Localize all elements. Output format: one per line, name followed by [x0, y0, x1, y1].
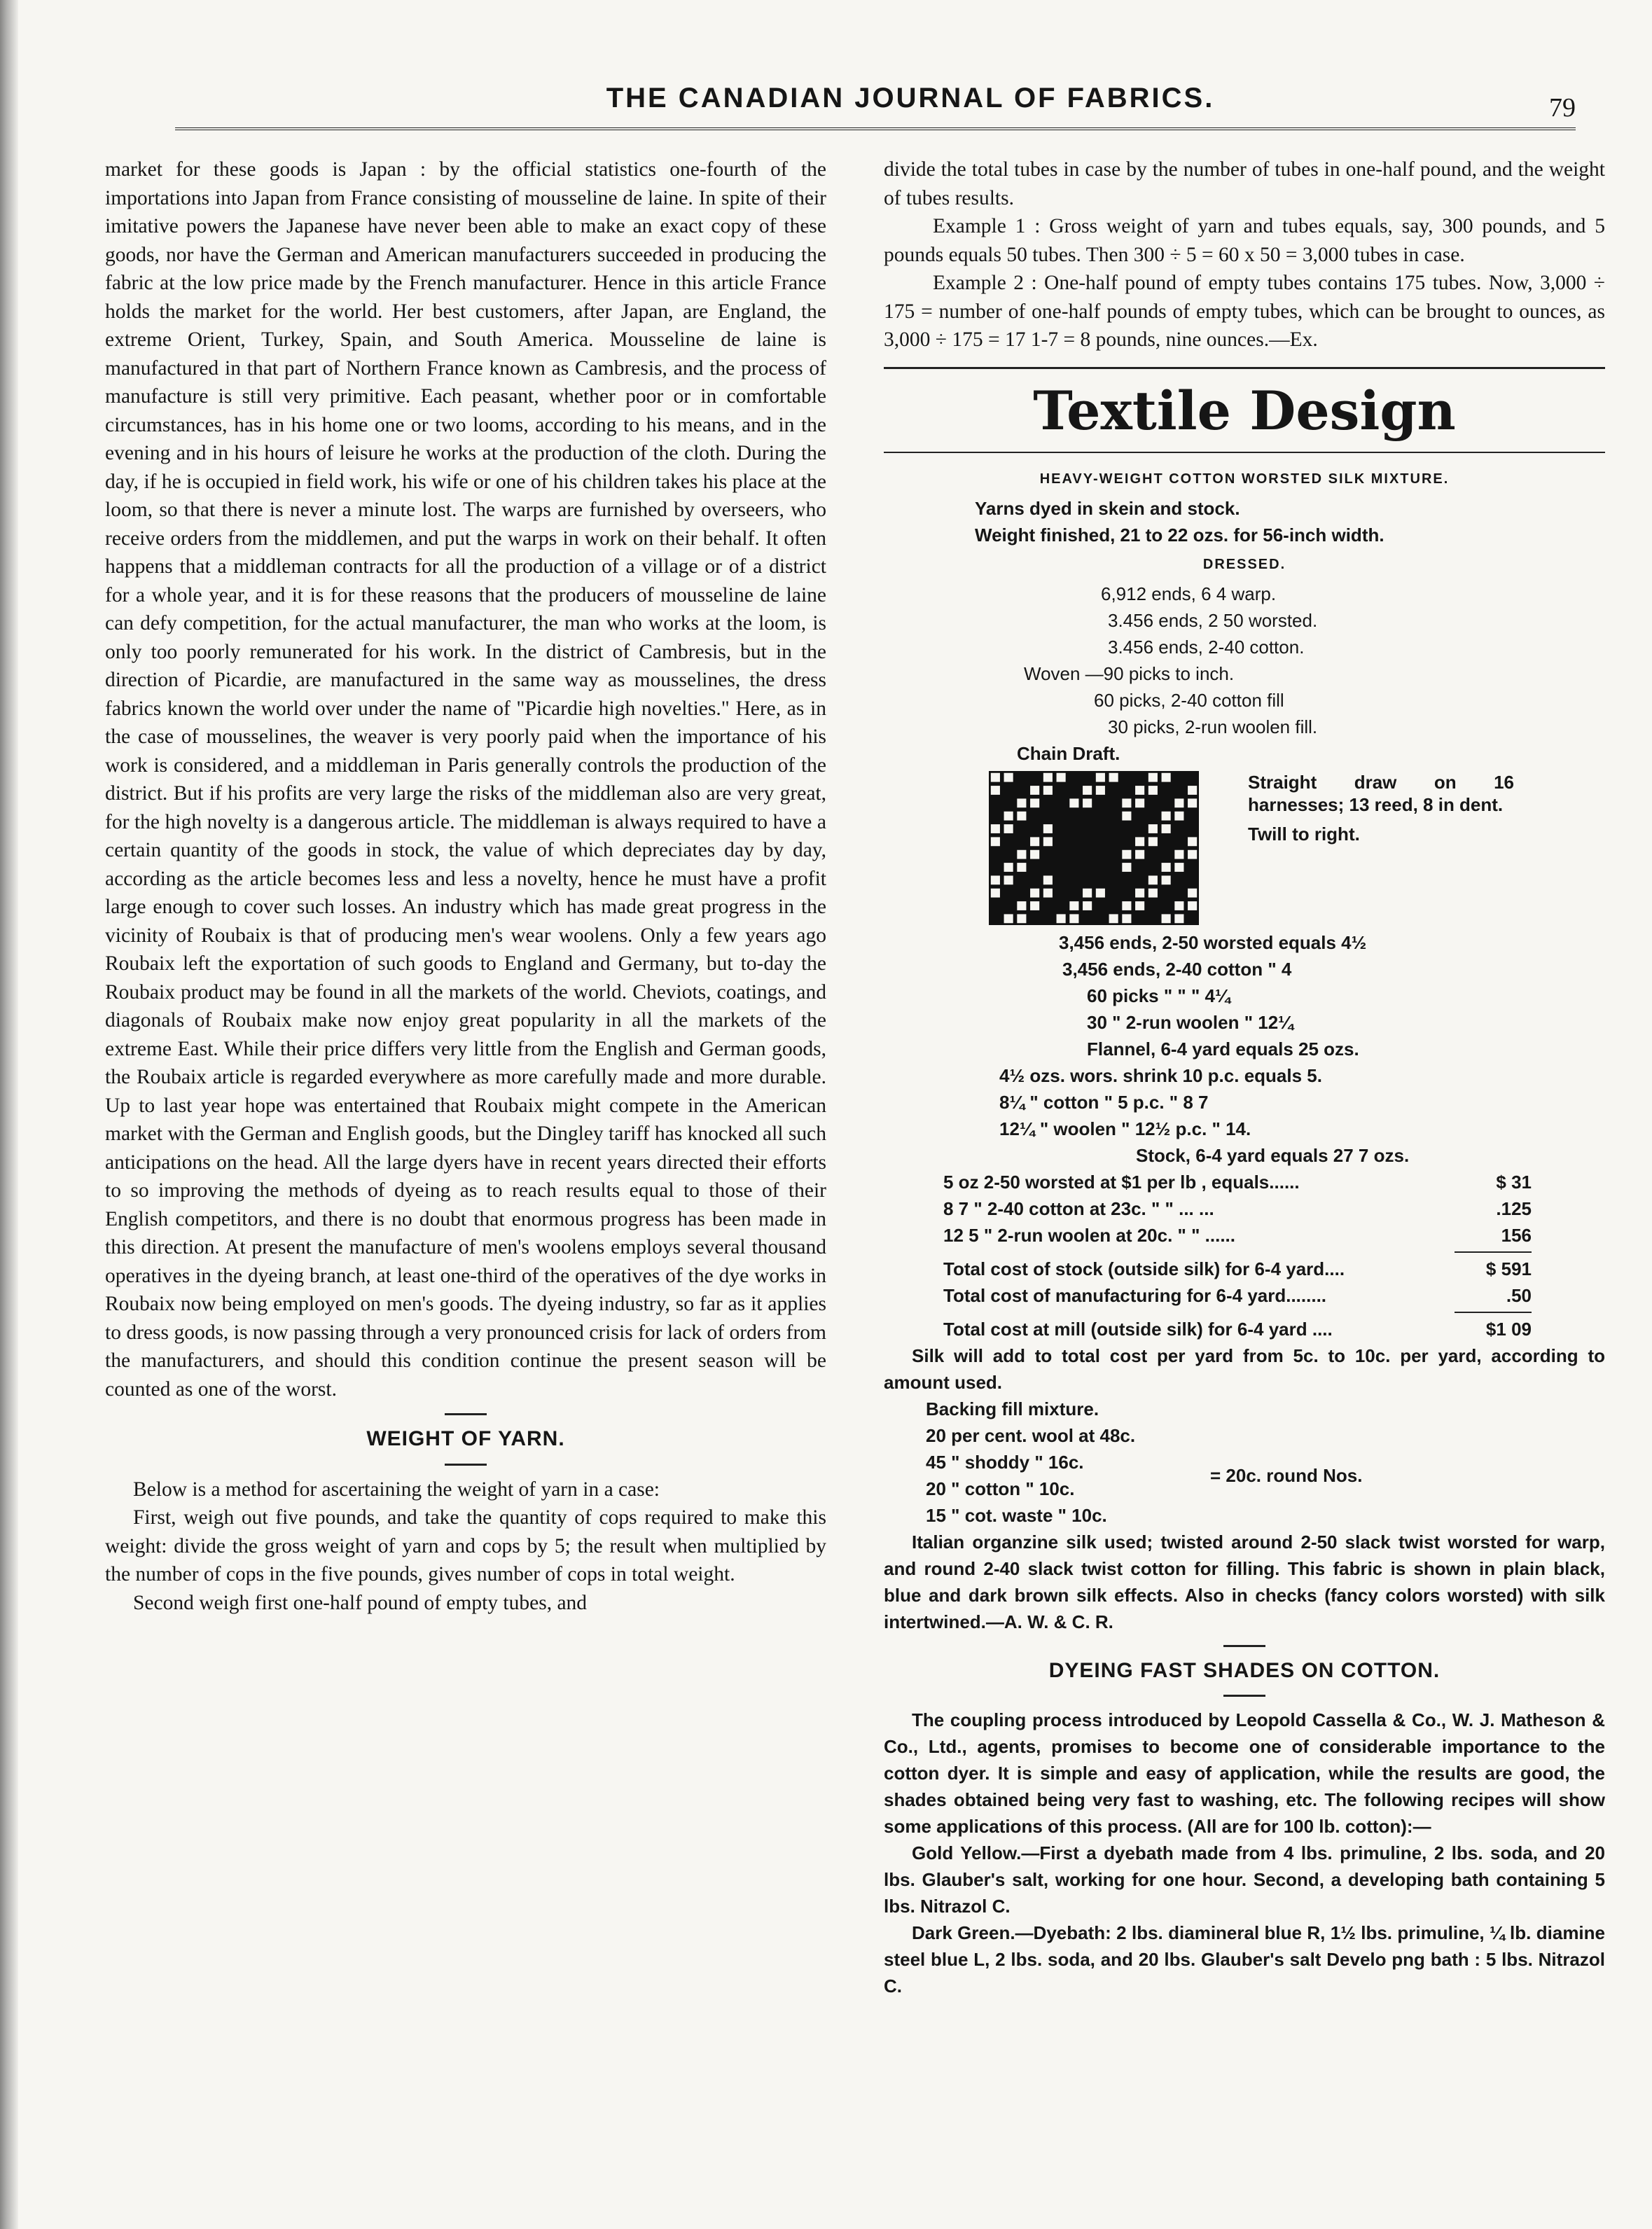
backing-result: = 20c. round Nos. [1210, 1464, 1363, 1486]
chain-draft-block [884, 771, 1605, 925]
draft-cell [1162, 811, 1171, 820]
right-column [884, 155, 1605, 1999]
section-rule [445, 1413, 487, 1415]
draft-cell [1188, 888, 1197, 897]
section-rule [445, 1464, 487, 1466]
recipe-line: 60 picks, 2-40 cotton fill [1094, 689, 1284, 711]
draft-cell [1030, 837, 1039, 846]
draft-cell [1135, 798, 1144, 807]
backing-heading: Backing fill mixture. [926, 1398, 1099, 1419]
cost-label: Total cost at mill (outside silk) for 6-4 yard .... [943, 1318, 1333, 1340]
weight-paragraph: First, weigh out five pounds, and take the quantity of cops required to make this weight: divide the gross weight of yarn and cops by 5; the result when multiplied by the number of cops in the five pounds, gives number of cops in total weight. [105, 1506, 826, 1585]
cost-value: .125 [1496, 1197, 1532, 1219]
calc-line: Flannel, 6-4 yard equals 25 ozs. [1087, 1038, 1359, 1060]
dressed-label: DRESSED. [1202, 556, 1286, 572]
dyeing-title: DYEING FAST SHADES ON COTTON. [1048, 1658, 1441, 1682]
draft-cell [1083, 901, 1092, 910]
draft-cell [1122, 811, 1131, 820]
dyeing-paragraph: The coupling process introduced by Leopold Cassella & Co., W. J. Matheson & Co., Ltd., agents, promises to become one of considerable importance to the cotton dyer. It is simple and easy of application, while the results are good, the shades obtained being very fast to washing, etc. The following recipes will show some applications of this process. (All are for 100 lb. cotton):— [884, 1709, 1605, 1837]
cost-label: 12 5 " 2-run woolen at 20c. " " ...... [943, 1224, 1235, 1246]
draft-cell [1069, 901, 1078, 910]
recipe-line: 30 picks, 2-run woolen fill. [1108, 716, 1318, 737]
calc-line: 8¼ " cotton " 5 p.c. " 8 7 [999, 1091, 1209, 1113]
draft-cell [1030, 888, 1039, 897]
backing-item: 45 " shoddy " 16c. [926, 1451, 1084, 1473]
draft-cell [1174, 849, 1184, 859]
draft-cell [991, 786, 1000, 795]
section-rule [1223, 1695, 1265, 1697]
cost-table [943, 1169, 1605, 1342]
chain-draft-pattern [989, 771, 1199, 925]
page-header [175, 83, 1576, 146]
backing-item: 20 per cent. wool at 48c. [926, 1424, 1136, 1446]
fabric-recipe [884, 466, 1605, 1635]
sum-rule [1455, 1312, 1532, 1313]
draft-cell [1004, 863, 1013, 872]
draft-cell [1148, 837, 1158, 846]
draft-cell [1017, 798, 1026, 807]
backing-mixture [926, 1422, 1605, 1529]
backing-item: 20 " cotton " 10c. [926, 1478, 1075, 1499]
draft-cell [1188, 901, 1197, 910]
draft-cell [1043, 772, 1053, 782]
draft-cell [1148, 888, 1158, 897]
draft-cell [1135, 786, 1144, 795]
recipe-line: 3.456 ends, 2 50 worsted. [1108, 609, 1318, 631]
draft-cell [1004, 772, 1013, 782]
recipe-line: Yarns dyed in skein and stock. [975, 497, 1240, 519]
draft-cell [1188, 798, 1197, 807]
draft-cell [1043, 875, 1053, 884]
draft-cell [1030, 901, 1039, 910]
draft-cell [1069, 798, 1078, 807]
draft-note: Twill to right. [1248, 823, 1360, 845]
section-rule [884, 452, 1605, 453]
calc-line: 4½ ozs. wors. shrink 10 p.c. equals 5. [999, 1064, 1322, 1086]
draft-cell [1017, 901, 1026, 910]
cost-row [943, 1195, 1605, 1222]
draft-cell [1188, 849, 1197, 859]
draft-cell [1148, 824, 1158, 833]
cost-row [943, 1316, 1605, 1342]
draft-cell [1043, 786, 1053, 795]
draft-cell [1109, 914, 1118, 923]
draft-cell [1148, 786, 1158, 795]
draft-cell [1043, 837, 1053, 846]
draft-cell [1109, 772, 1118, 782]
cost-value: $1 09 [1485, 1318, 1532, 1340]
weight-continuation: divide the total tubes in case by the number of tubes in one-half pound, and the weight of tubes results. [884, 158, 1605, 209]
draft-cell [991, 875, 1000, 884]
draft-cell [1122, 849, 1131, 859]
cost-label: Total cost of manufacturing for 6-4 yard........ [943, 1284, 1327, 1306]
calc-line: 30 " 2-run woolen " 12¼ [1087, 1011, 1293, 1033]
draft-cell [1162, 914, 1171, 923]
cost-row [943, 1169, 1605, 1195]
draft-cell [1083, 798, 1092, 807]
dyeing-article [884, 1707, 1605, 1999]
weight-paragraph: Second weigh first one-half pound of empty tubes, and [133, 1591, 588, 1614]
draft-cell [1188, 837, 1197, 846]
recipe-line: Woven —90 picks to inch. [1024, 662, 1235, 684]
draft-cell [1148, 772, 1158, 782]
backing-items [926, 1422, 1206, 1529]
calc-line: 12¼ " woolen " 12½ p.c. " 14. [999, 1118, 1251, 1139]
draft-notes [1248, 771, 1514, 845]
draft-cell [991, 772, 1000, 782]
draft-cell [1135, 849, 1144, 859]
draft-cell [1162, 863, 1171, 872]
chain-draft-label: Chain Draft. [1017, 742, 1120, 764]
silk-note: Silk will add to total cost per yard from 5c. to 10c. per yard, according to amount used. [884, 1345, 1605, 1393]
recipe-heading: HEAVY-WEIGHT COTTON WORSTED SILK MIXTURE. [1039, 471, 1450, 487]
draft-cell [1174, 798, 1184, 807]
left-column [105, 155, 826, 1617]
draft-cell [1083, 786, 1092, 795]
draft-cell [991, 824, 1000, 833]
draft-cell [1162, 824, 1171, 833]
dyeing-paragraph: Gold Yellow.—First a dyebath made from 4 lbs. primuline, 2 lbs. soda, and 20 lbs. Glauber's salt, working for one hour. Second, a developing bath containing 5 lbs. Nitrazol C. [884, 1842, 1605, 1917]
cost-row [943, 1222, 1605, 1249]
article-continuation-paragraph: market for these goods is Japan : by the official statistics one-fourth of the importations into Japan from France consisting of mousseline de laine. In spite of their imitative powers the Japanese have never been able to make an exact copy of these goods, nor have the German and American manufacturers succeeded in producing the fabric at the low price made by the French manufacturer. Hence in this article France holds the market for the world. Her best customers, after Japan, are England, the extreme Orient, Turkey, Spain, and South America. Mousseline de laine is manufactured in that part of Northern France known as Cambresis, and the process of manufacture is still very primitive. Each peasant, whether poor or in comfortable circumstances, has in his home one or two looms, according to his means, and in the evening and in his hours of leisure he works at the production of the cloth. During the day, if he is occupied in field work, his wife or one of his children takes his place at the loom, so that there is never a minute lost. The warps are furnished by overseers, who receive orders from the middlemen, and put the warps in work on their behalf. It often happens that a middleman contracts for all the production of a village or of a district for a whole year, and it is for these reasons that the producers of mousseline de laine can defy competition, for the actual manufacturer, the man who works at the loom, is only too poorly remunerated for his work. In the district of Cambresis, but in the direction of Picardie, are manufactured in the same way as mousselines, the dress fabrics known the world over under the name of "Picardie high novelties." Here, as in the case of mousselines, the weaver is very poorly paid when the importance of his work is considered, and a middleman in Paris generally controls the production of the district. But if his profits are very large the risks of the middleman also are very great, for the high novelty is a dangerous article. The middleman is always required to have a certain quantity of the goods in stock, the value of which depreciates day by day, according as the article becomes less and less a novelty, hence he must have a profit large enough to cover such losses. An industry which has made great progress in the vicinity of Roubaix is that of producing men's wear woolens. Only a few years ago Roubaix left the exportation of such goods to England and Germany, but to-day the Roubaix product may be found in all the markets of the world. Cheviots, coatings, and diagonals of Roubaix make now enjoy great popularity in all the markets of the extreme East. While their price differs very little from the English and German goods, the Roubaix article is regarded everywhere as more carefully made and more durable. Up to last year hope was entertained that Roubaix might compete in the American market with the German and English goods, but the Dingley tariff has knocked all such anticipations on the head. All the large dyers have in recent years directed their efforts to so improving the methods of dyeing as to reach results equal to those of their English competitors, and there is no doubt that enormous progress has been made in this direction. At present the manufacture of men's woolens employs several thousand operatives in the dyeing branch, at least one-third of the operatives of the dye works in Roubaix now being employed on men's goods. The dyeing industry, so far as it applies to dress goods, is now passing through a very pronounced crisis for lack of orders from the manufacturers, and should this condition continue the present season will be counted as one of the worst. [105, 158, 826, 1401]
draft-cell [1174, 811, 1184, 820]
weight-of-yarn-title: WEIGHT OF YARN. [366, 1427, 565, 1450]
cost-value: 156 [1501, 1224, 1532, 1246]
draft-cell [1096, 786, 1105, 795]
draft-cell [1188, 786, 1197, 795]
draft-cell [1135, 888, 1144, 897]
cost-label: 8 7 " 2-40 cotton at 23c. " " ... ... [943, 1197, 1214, 1219]
cost-value: $ 31 [1496, 1171, 1532, 1193]
draft-cell [1083, 888, 1092, 897]
draft-cell [1135, 901, 1144, 910]
draft-note: Straight draw on 16 harnesses; 13 reed, 8 in dent. [1248, 771, 1514, 815]
example-1: Example 1 : Gross weight of yarn and tubes equals, say, 300 pounds, and 5 pounds equals 50 tubes. Then 300 ÷ 5 = 60 x 50 = 3,000 tubes in case. [884, 215, 1605, 266]
recipe-line: 6,912 ends, 6 4 warp. [1101, 583, 1277, 604]
draft-cell [1148, 875, 1158, 884]
draft-cell [1122, 863, 1131, 872]
sum-rule [1455, 1251, 1532, 1253]
draft-cell [1135, 837, 1144, 846]
calc-line: 60 picks " " " 4¼ [1087, 985, 1230, 1006]
draft-cell [1057, 772, 1066, 782]
yarn-calculation [884, 929, 1605, 1169]
organzine-note: Italian organzine silk used; twisted around 2-50 slack twist worsted for warp, and round 2-40 slack twist cotton for filling. This fabric is shown in plain black, blue and dark brown silk effects. Also in checks (fancy colors worsted) with silk intertwined.—A. W. & C. R. [884, 1531, 1605, 1632]
recipe-line: 3.456 ends, 2-40 cotton. [1108, 636, 1305, 658]
draft-cell [1096, 888, 1105, 897]
draft-cell [1162, 875, 1171, 884]
draft-cell [1004, 875, 1013, 884]
draft-cell [1017, 863, 1026, 872]
scan-edge-shadow [0, 0, 18, 2229]
draft-cell [1030, 798, 1039, 807]
dyeing-paragraph: Dark Green.—Dyebath: 2 lbs. diamineral blue R, 1½ lbs. primuline, ¼ lb. diamine steel blue L, 2 lbs. soda, and 20 lbs. Glauber's salt Develo png bath : 5 lbs. Nitrazol C. [884, 1922, 1605, 1997]
draft-cell [1017, 811, 1026, 820]
cost-value: .50 [1506, 1284, 1532, 1306]
example-2: Example 2 : One-half pound of empty tubes contains 175 tubes. Now, 3,000 ÷ 175 = number of one-half pounds of empty tubes, which can be brought to ounces, as 3,000 ÷ 175 = 17 1-7 = 8 pounds, nine ounces.—Ex. [884, 272, 1605, 351]
draft-cell [1017, 914, 1026, 923]
draft-cell [1174, 914, 1184, 923]
cost-label: Total cost of stock (outside silk) for 6-4 yard.... [943, 1258, 1345, 1279]
cost-row [943, 1256, 1605, 1282]
cost-row [943, 1282, 1605, 1309]
journal-title: THE CANADIAN JOURNAL OF FABRICS. [606, 83, 1215, 113]
draft-cell [991, 837, 1000, 846]
draft-cell [1030, 849, 1039, 859]
draft-cell [1162, 772, 1171, 782]
draft-cell [1069, 914, 1078, 923]
recipe-line: Weight finished, 21 to 22 ozs. for 56-inch width. [975, 524, 1384, 546]
section-rule [1223, 1645, 1265, 1647]
calc-line: 3,456 ends, 2-50 worsted equals 4½ [1059, 931, 1367, 953]
cost-label: 5 oz 2-50 worsted at $1 per lb , equals...... [943, 1171, 1300, 1193]
textile-design-banner: Textile Design [1033, 379, 1456, 442]
draft-cell [1043, 824, 1053, 833]
page-number: 79 [1549, 93, 1576, 123]
draft-cell [991, 888, 1000, 897]
draft-cell [1174, 863, 1184, 872]
draft-cell [1017, 849, 1026, 859]
backing-item: 15 " cot. waste " 10c. [926, 1504, 1107, 1526]
draft-cell [1004, 824, 1013, 833]
draft-cell [1004, 914, 1013, 923]
draft-cell [1004, 811, 1013, 820]
cost-value: $ 591 [1485, 1258, 1532, 1279]
draft-cell [1043, 888, 1053, 897]
header-rule [175, 127, 1576, 130]
draft-cell [1122, 914, 1131, 923]
draft-cell [1122, 901, 1131, 910]
section-rule [884, 367, 1605, 369]
stock-heading: Stock, 6-4 yard equals 27 7 ozs. [1136, 1144, 1410, 1166]
draft-cell [1174, 901, 1184, 910]
draft-cell [1030, 786, 1039, 795]
draft-cell [1057, 914, 1066, 923]
draft-cell [1122, 798, 1131, 807]
draft-cell [1096, 772, 1105, 782]
weight-paragraph: Below is a method for ascertaining the weight of yarn in a case: [133, 1478, 660, 1501]
calc-line: 3,456 ends, 2-40 cotton " 4 [1062, 958, 1292, 980]
